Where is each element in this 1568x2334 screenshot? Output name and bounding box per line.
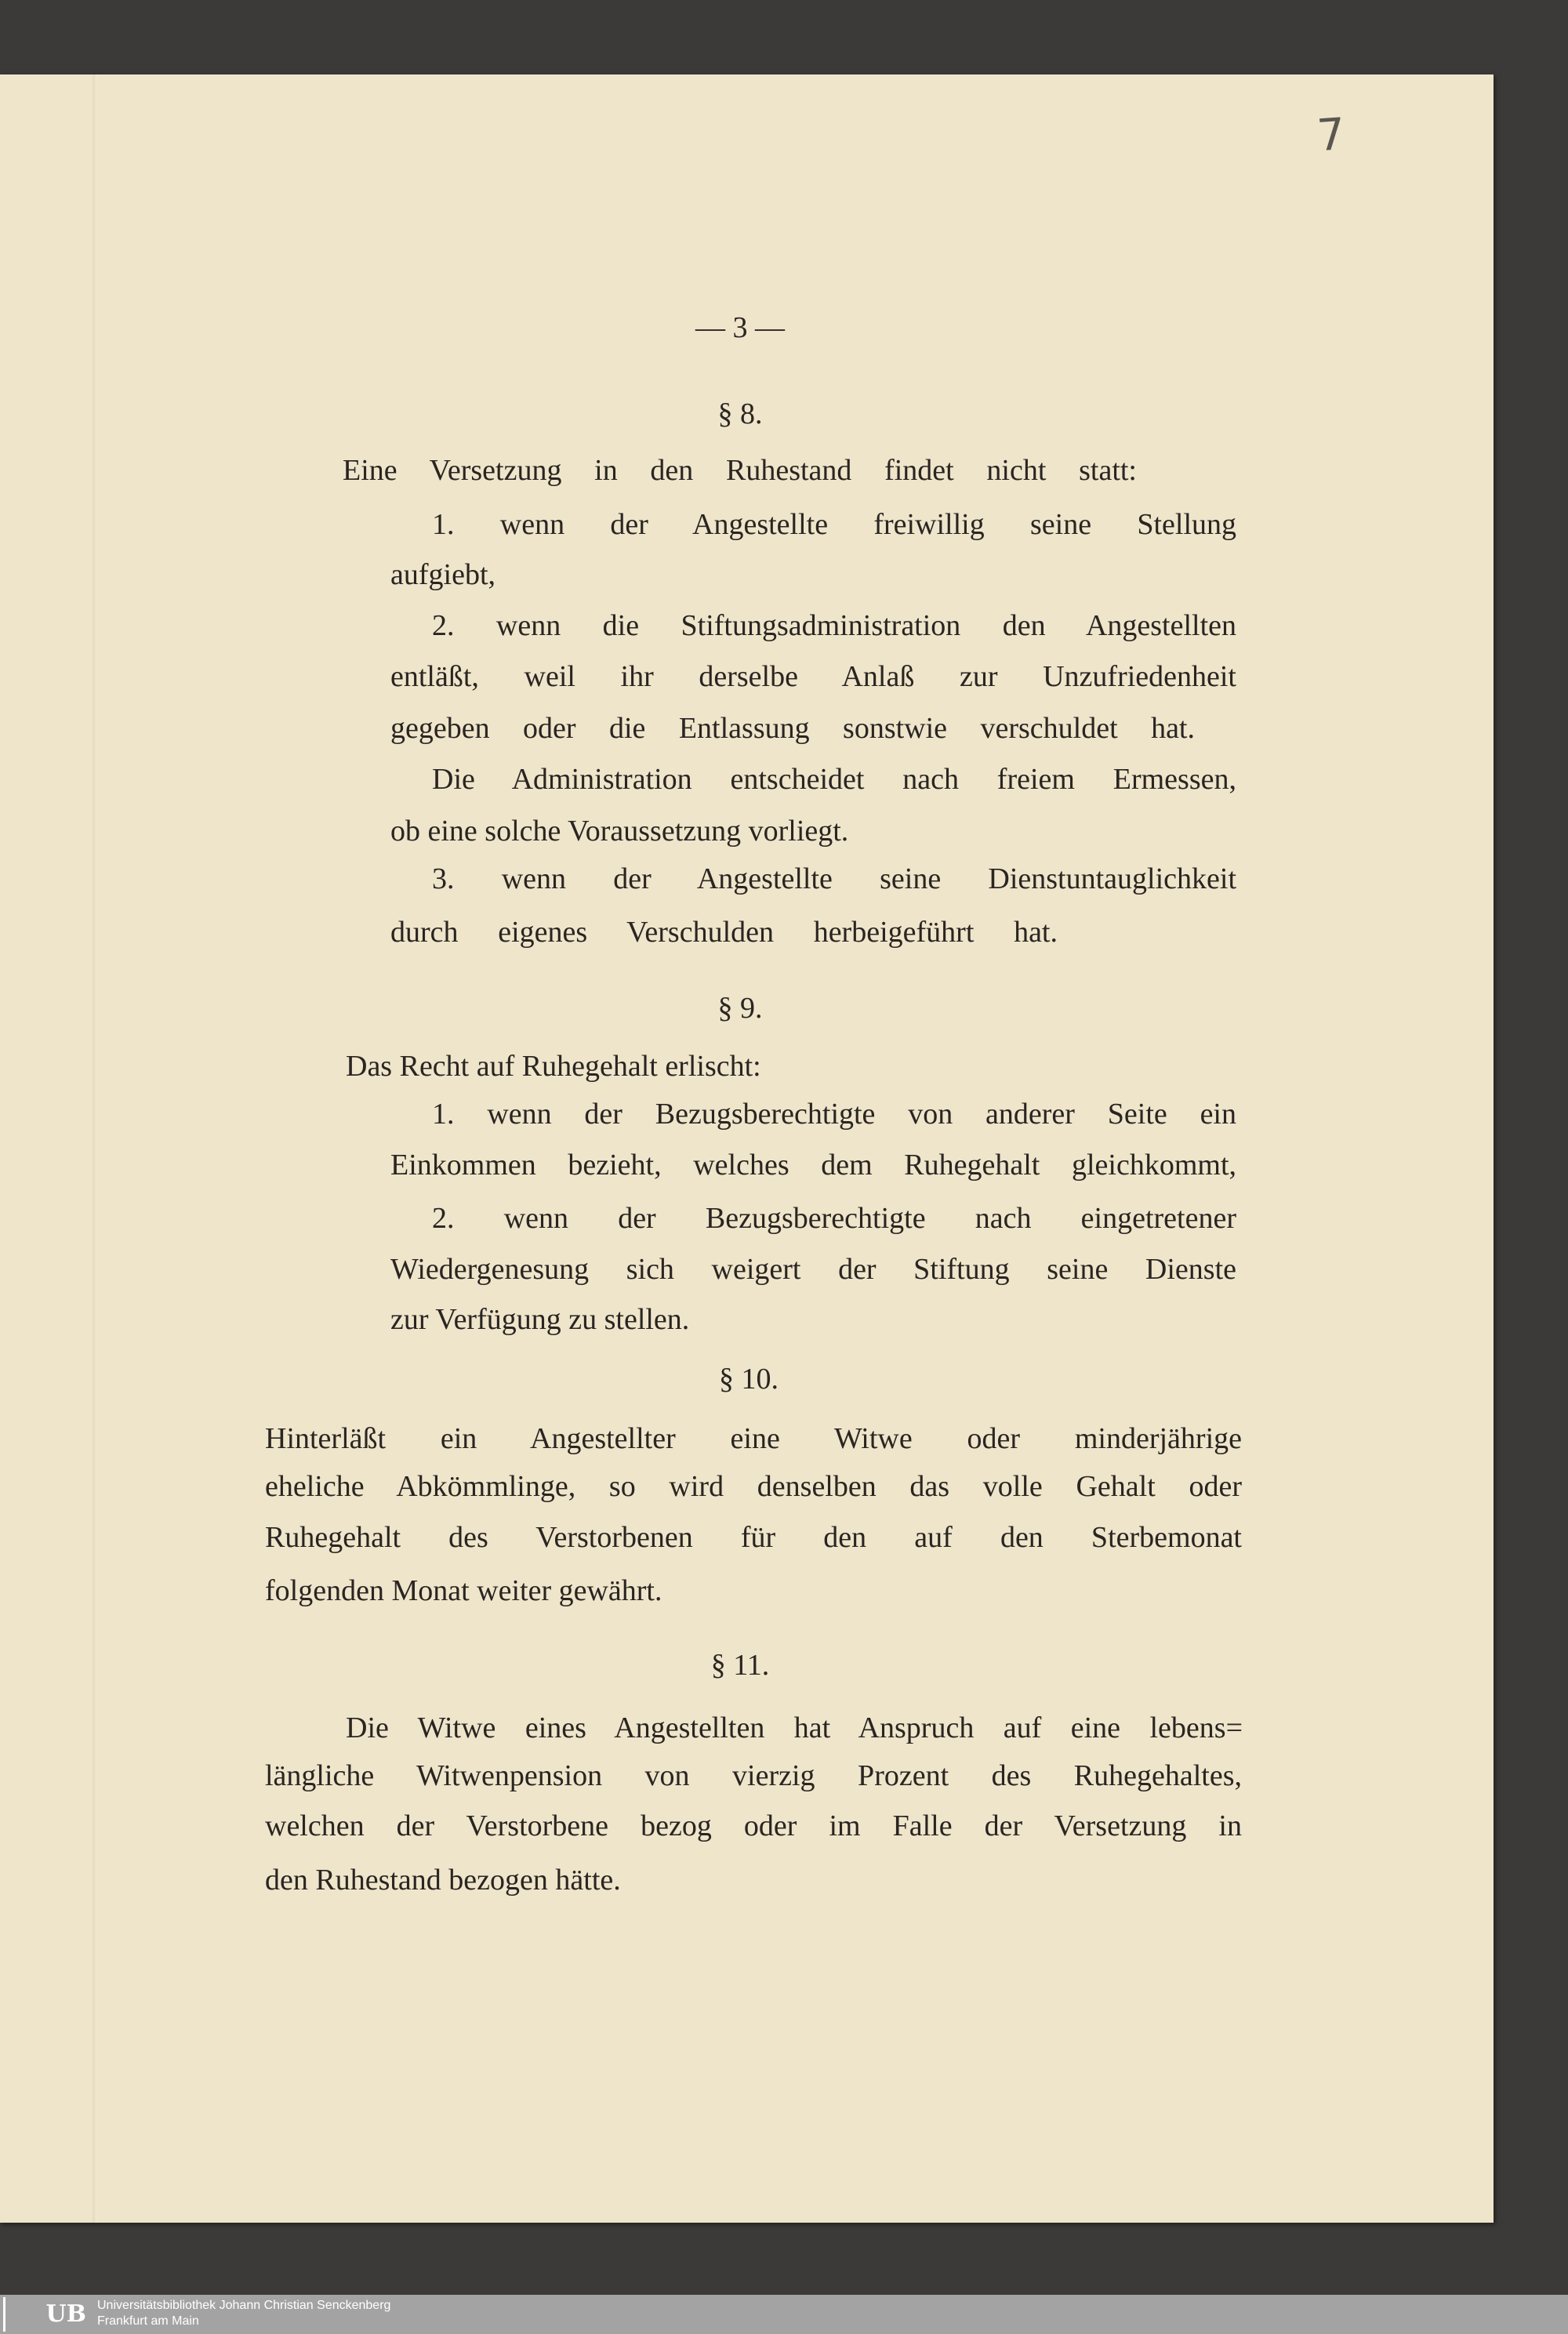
text-line: 1. wenn der Bezugsberechtigte von anderer Seite ein — [432, 1098, 1236, 1131]
text-line: durch eigenes Verschulden herbeigeführt hat. — [390, 916, 1058, 949]
text-line: Die Administration entscheidet nach freiem Ermessen, — [432, 763, 1236, 796]
library-name: Universitätsbibliothek Johann Christian Senckenberg — [97, 2299, 391, 2312]
text-line: gegeben oder die Entlassung sonstwie verschuldet hat. — [390, 712, 1195, 745]
library-city: Frankfurt am Main — [97, 2314, 199, 2328]
ub-logo: UB — [3, 2297, 89, 2332]
text-line: 2. wenn der Bezugsberechtigte nach eingetretener — [432, 1202, 1236, 1235]
page-fold — [93, 74, 97, 2223]
handwritten-folio-number: 7 — [1315, 108, 1347, 162]
text-line: Eine Versetzung in den Ruhestand findet nicht statt: — [343, 454, 1137, 487]
text-line: entläßt, weil ihr derselbe Anlaß zur Unzufriedenheit — [390, 660, 1236, 693]
text-line: 2. wenn die Stiftungsadministration den Angestellten — [432, 609, 1236, 642]
text-line: 3. wenn der Angestellte seine Dienstuntauglichkeit — [432, 862, 1236, 895]
text-line: Einkommen bezieht, welches dem Ruhegehalt gleichkommt, — [390, 1149, 1236, 1182]
text-line: Hinterläßt ein Angestellter eine Witwe oder minderjährige — [265, 1422, 1242, 1455]
section-heading: § 8. — [717, 397, 763, 430]
text-line: den Ruhestand bezogen hätte. — [265, 1864, 621, 1897]
text-line: eheliche Abkömmlinge, so wird denselben das volle Gehalt oder — [265, 1470, 1242, 1503]
text-line: welchen der Verstorbene bezog oder im Falle der Versetzung in — [265, 1809, 1242, 1842]
text-line: Wiedergenesung sich weigert der Stiftung seine Dienste — [390, 1253, 1236, 1286]
page-number: — 3 — — [695, 311, 785, 344]
text-line: Das Recht auf Ruhegehalt erlischt: — [346, 1050, 761, 1083]
text-line: 1. wenn der Angestellte freiwillig seine Stellung — [432, 508, 1236, 541]
text-line: zur Verfügung zu stellen. — [390, 1303, 690, 1336]
text-line: Ruhegehalt des Verstorbenen für den auf den Sterbemonat — [265, 1521, 1242, 1554]
text-line: folgenden Monat weiter gewährt. — [265, 1574, 662, 1607]
library-credit — [97, 2298, 390, 2329]
section-heading: § 10. — [719, 1363, 779, 1396]
text-line: Die Witwe eines Angestellten hat Anspruch auf eine lebens= — [346, 1711, 1243, 1744]
library-footer — [0, 2295, 1568, 2334]
section-heading: § 9. — [717, 992, 763, 1025]
section-heading: § 11. — [710, 1649, 770, 1682]
text-line: aufgiebt, — [390, 558, 496, 591]
text-line: längliche Witwenpension von vierzig Prozent des Ruhegehaltes, — [265, 1759, 1242, 1792]
text-line: ob eine solche Voraussetzung vorliegt. — [390, 815, 849, 848]
